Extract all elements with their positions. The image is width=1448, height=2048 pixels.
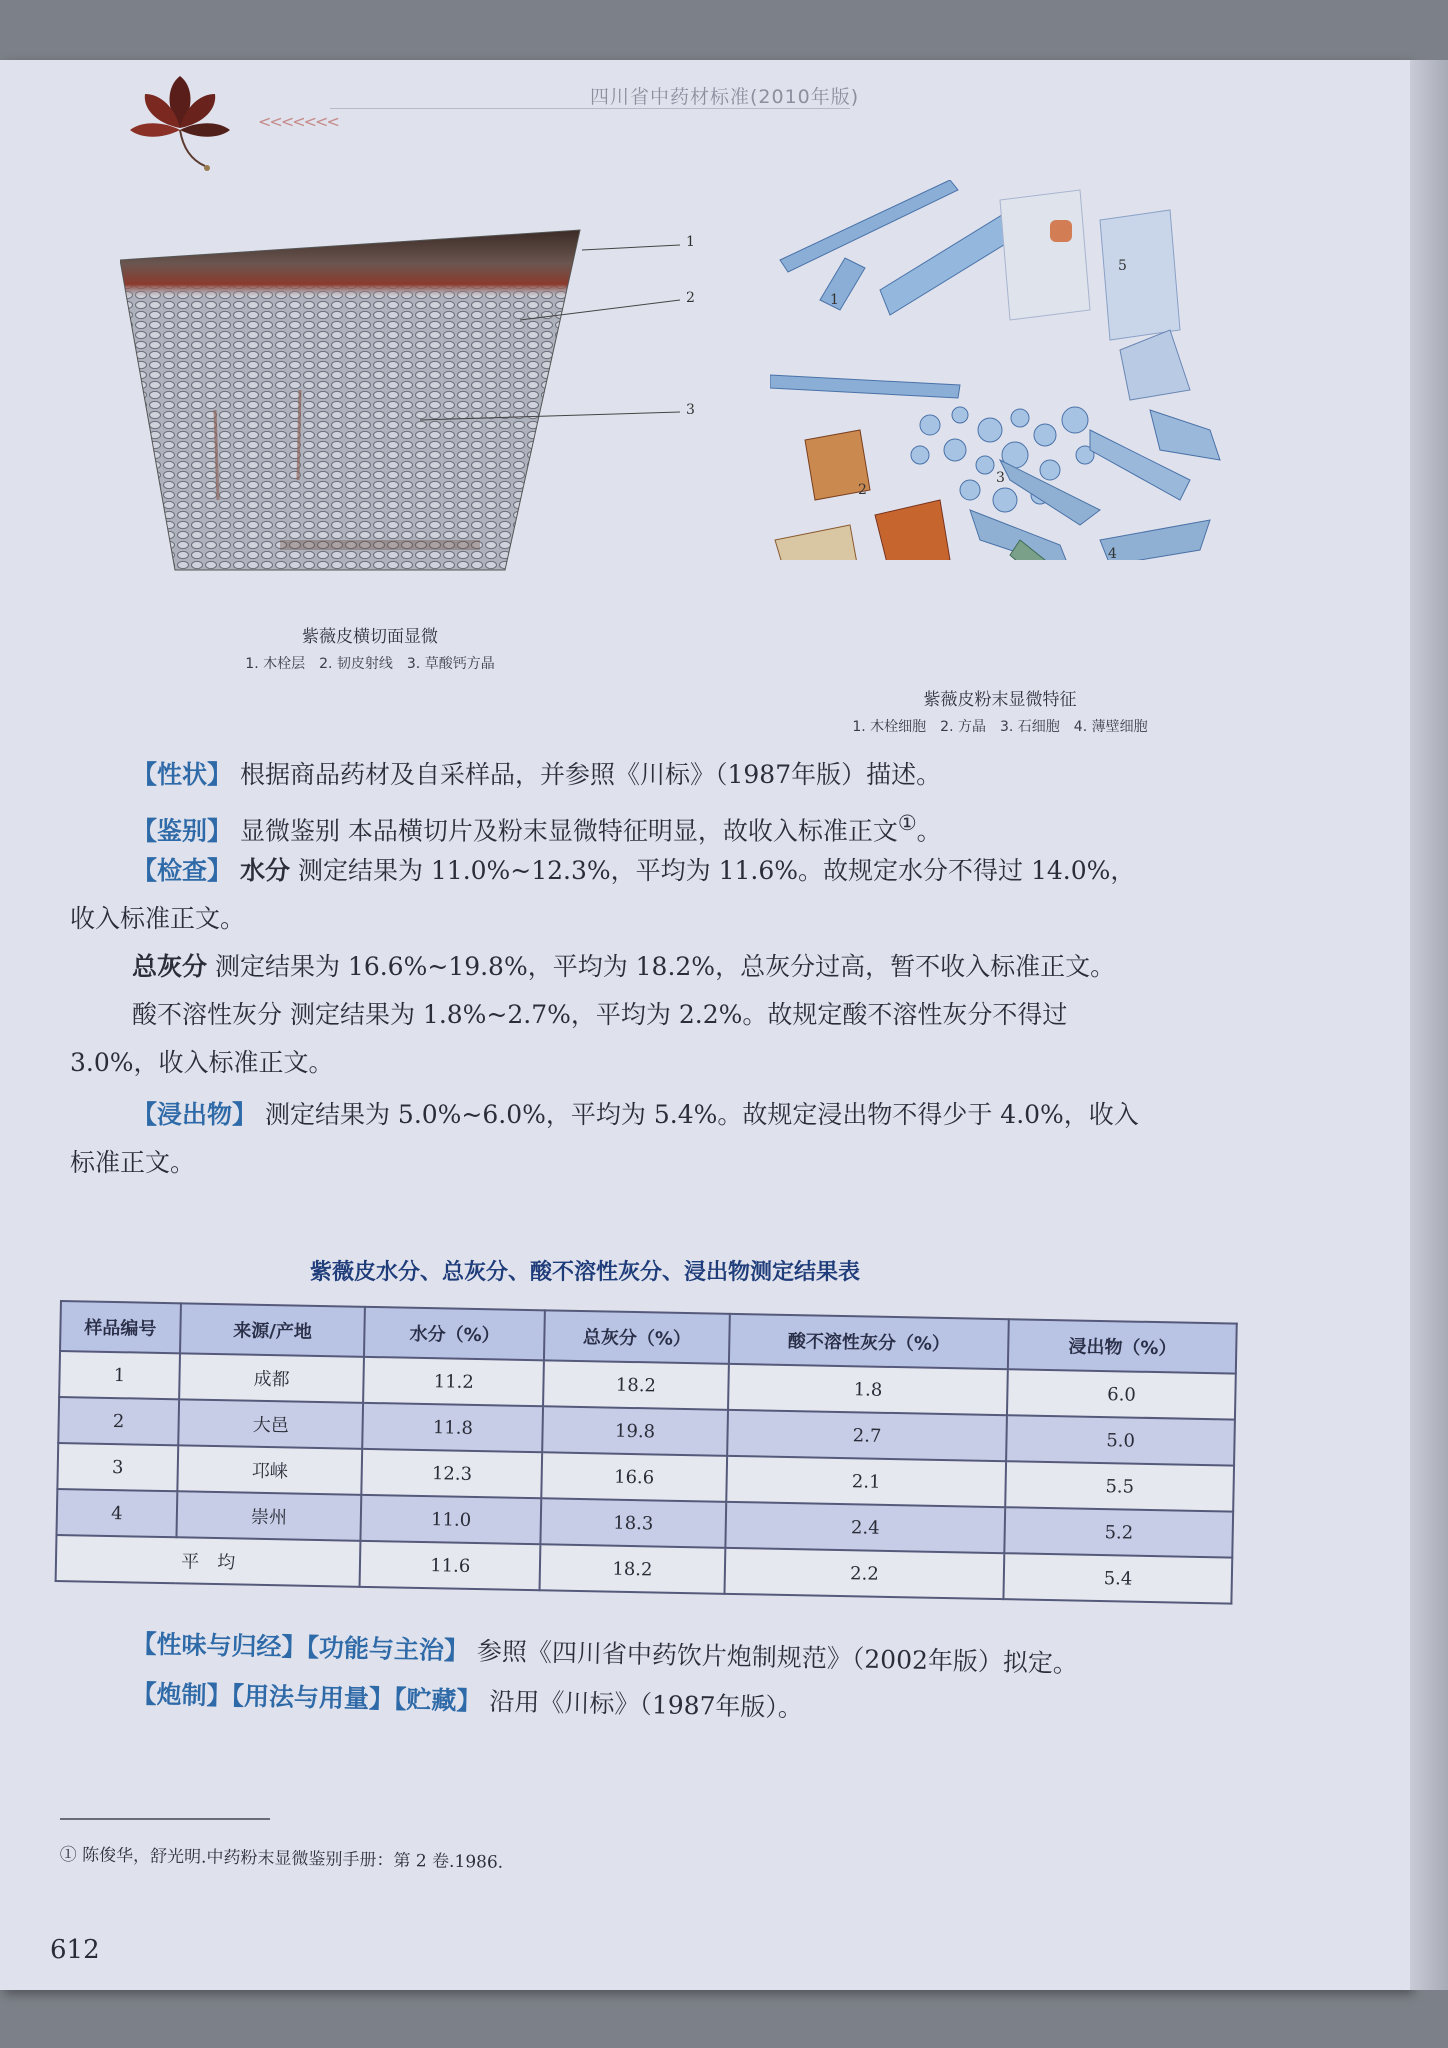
table-cell: 19.8	[542, 1406, 728, 1456]
page-edge	[1410, 60, 1448, 1990]
powder-label-4: 4	[1108, 546, 1117, 562]
paragraph-xingzhuang	[70, 752, 1332, 798]
running-header: 四川省中药材标准(2010年版)	[590, 86, 860, 108]
paragraph-extract-cont: 标准正文。	[70, 1148, 196, 1177]
leaf-logo-icon	[125, 68, 235, 178]
decorative-arrows: <<<<<<<	[258, 112, 338, 131]
left-figure-caption	[220, 622, 520, 673]
powder-label-2: 2	[858, 482, 867, 498]
powder-label-5: 5	[1118, 258, 1127, 274]
total-ash-label: 总灰分	[132, 952, 208, 981]
table-cell: 邛崃	[177, 1445, 362, 1495]
table-cell: 2.2	[724, 1548, 1004, 1599]
book-page	[0, 60, 1410, 1990]
right-figure-legend: 1. 木栓细胞 2. 方晶 3. 石细胞 4. 薄壁细胞	[852, 719, 1148, 735]
paragraph-jiancha	[70, 848, 1332, 894]
cross-section-figure	[120, 220, 720, 672]
table-cell: 5.2	[1005, 1507, 1234, 1557]
paragraph-jiancha-cont: 收入标准正文。	[70, 904, 246, 933]
table-cell: 崇州	[176, 1491, 361, 1541]
table-cell: 16.6	[541, 1452, 727, 1502]
figure-label-1: 1	[686, 234, 695, 250]
table-cell: 18.2	[543, 1360, 729, 1410]
table-cell: 3	[57, 1443, 178, 1491]
table-cell: 11.8	[363, 1403, 544, 1452]
moisture-label: 水分	[239, 856, 290, 885]
table-cell: 2	[58, 1397, 179, 1445]
section-tags-processing-storage: 【炮制】【用法与用量】【贮藏】	[131, 1679, 482, 1716]
header-total-ash: 总灰分（%）	[544, 1310, 730, 1364]
right-figure-title: 紫薇皮粉末显微特征	[923, 690, 1077, 710]
table-cell: 12.3	[362, 1449, 543, 1498]
table-cell: 1	[59, 1351, 180, 1399]
acid-ash-text: 测定结果为 1.8%~2.7%，平均为 2.2%。故规定酸不溶性灰分不得过	[289, 1000, 1068, 1029]
acid-ash-label: 酸不溶性灰分	[132, 1000, 283, 1029]
figure-label-2: 2	[686, 290, 695, 306]
jianbie-text: 显微鉴别 本品横切片及粉末显微特征明显，故收入标准正文	[239, 816, 898, 846]
section-tags-nature-function: 【性味与归经】【功能与主治】	[131, 1629, 470, 1666]
page-number: 612	[50, 1935, 100, 1965]
section-tag-extract: 【浸出物】	[132, 1100, 258, 1129]
table-cell: 5.5	[1006, 1461, 1235, 1511]
table-cell: 大邑	[178, 1399, 363, 1449]
footnote-marker: ①	[897, 811, 917, 835]
processing-storage-text: 沿用《川标》（1987年版）。	[489, 1686, 804, 1723]
results-table	[55, 1300, 1238, 1605]
paragraph-extract	[70, 1092, 1332, 1138]
header-acid-ash: 酸不溶性灰分（%）	[729, 1314, 1009, 1369]
section-tag-xingzhuang: 【性状】	[132, 760, 233, 789]
header-sample-no: 样品编号	[60, 1301, 181, 1353]
table-cell: 4	[56, 1489, 177, 1537]
header-source: 来源/产地	[180, 1303, 366, 1357]
table-cell: 11.6	[360, 1541, 541, 1590]
section-tag-jianbie: 【鉴别】	[132, 816, 233, 846]
powder-features-figure	[770, 180, 1250, 735]
table-cell: 18.2	[540, 1544, 726, 1594]
jianbie-end: 。	[916, 816, 942, 846]
figure-label-3: 3	[686, 402, 695, 418]
table-cell: 11.2	[363, 1357, 544, 1406]
powder-micrograph-drawing	[770, 180, 1250, 560]
table-cell: 成都	[179, 1353, 364, 1403]
table-cell: 5.0	[1006, 1415, 1235, 1465]
cross-section-micrograph	[120, 220, 720, 580]
right-figure-caption	[770, 685, 1230, 736]
footnote: ① 陈俊华，舒光明.中药粉末显微鉴别手册：第 2 卷.1986.	[59, 1844, 504, 1873]
table-cell: 6.0	[1007, 1369, 1236, 1419]
left-figure-legend: 1. 木栓层 2. 韧皮射线 3. 草酸钙方晶	[245, 656, 495, 672]
section-tag-jiancha: 【检查】	[132, 856, 233, 885]
powder-label-3: 3	[996, 470, 1005, 486]
paragraph-acid-insoluble-ash	[70, 992, 1332, 1038]
table-cell: 2.7	[727, 1410, 1007, 1461]
powder-label-1: 1	[830, 292, 839, 308]
moisture-text: 测定结果为 11.0%~12.3%，平均为 11.6%。故规定水分不得过 14.0%，	[297, 856, 1136, 885]
table-cell: 11.0	[361, 1495, 542, 1544]
header-extract: 浸出物（%）	[1008, 1319, 1237, 1373]
total-ash-text: 测定结果为 16.6%~19.8%，平均为 18.2%，总灰分过高，暂不收入标准正文。	[214, 952, 1116, 981]
nature-function-text: 参照《四川省中药饮片炮制规范》（2002年版）拟定。	[476, 1636, 1079, 1679]
table-cell: 2.1	[726, 1456, 1006, 1507]
table-title: 紫薇皮水分、总灰分、酸不溶性灰分、浸出物测定结果表	[310, 1259, 861, 1285]
extract-text: 测定结果为 5.0%~6.0%，平均为 5.4%。故规定浸出物不得少于 4.0%，收入	[264, 1100, 1139, 1129]
footnote-rule	[60, 1818, 270, 1820]
table-cell: 2.4	[725, 1502, 1005, 1553]
paragraph-total-ash	[70, 944, 1332, 990]
table-cell: 1.8	[728, 1364, 1008, 1415]
xingzhuang-text: 根据商品药材及自采样品，并参照《川标》（1987年版）描述。	[239, 760, 942, 789]
table-cell: 18.3	[541, 1498, 727, 1548]
left-figure-title: 紫薇皮横切面显微	[302, 627, 438, 647]
average-label: 平 均	[56, 1535, 361, 1587]
paragraph-acid-ash-cont: 3.0%，收入标准正文。	[70, 1048, 334, 1077]
paragraph-jianbie	[70, 800, 1332, 854]
table-cell: 5.4	[1004, 1553, 1233, 1603]
header-moisture: 水分（%）	[364, 1307, 545, 1360]
